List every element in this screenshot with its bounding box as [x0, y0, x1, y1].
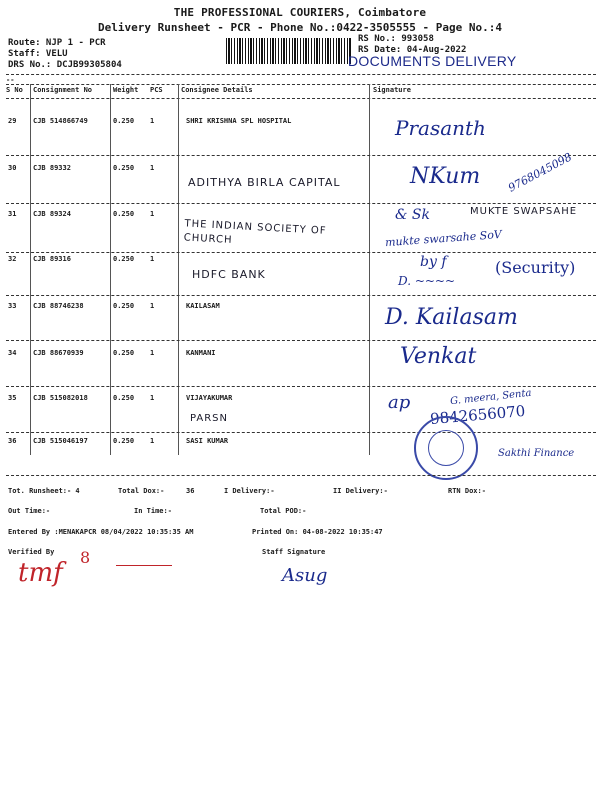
row-sno: 31: [8, 210, 17, 218]
entered-by: Entered By :MENAKAPCR 08/04/2022 10:35:35 AM: [8, 528, 194, 536]
row-sno: 34: [8, 349, 17, 357]
rs-date: RS Date: 04-Aug-2022: [358, 45, 467, 55]
row-divider: [6, 155, 596, 156]
handwritten-consignee: ADITHYA BIRLA CAPITAL: [188, 176, 341, 189]
row-weight: 0.250: [113, 349, 135, 357]
signature-initials: & Sk: [395, 207, 430, 223]
handwritten-name: G. meera, Senta: [449, 387, 532, 408]
column-rule: [110, 84, 111, 455]
row-consignee: VIJAYAKUMAR: [186, 394, 233, 402]
row-pcs: 1: [150, 117, 155, 125]
row-pcs: 1: [150, 437, 155, 445]
row-consignee: SASI KUMAR: [186, 437, 229, 445]
handwritten-signature: D. Kailasam: [385, 305, 518, 330]
divider: [6, 74, 596, 75]
handwritten-consignee: PARSN: [190, 413, 229, 424]
handwritten-signature: Venkat: [400, 344, 477, 369]
company-seal-icon: [414, 416, 478, 480]
row-sno: 29: [8, 117, 17, 125]
row-pcs: 1: [150, 394, 155, 402]
row-consignment: CJB 88670939: [33, 349, 84, 357]
row-pcs: 1: [150, 164, 155, 172]
total-dox-value: 36: [186, 487, 195, 495]
row-consignee: KANMANI: [186, 349, 216, 357]
row-weight: 0.250: [113, 255, 135, 263]
row-consignment: CJB 89324: [33, 210, 71, 218]
row-consignment: CJB 515046197: [33, 437, 88, 445]
row-consignment: CJB 88746238: [33, 302, 84, 310]
dashes-marker: --: [6, 76, 15, 84]
handwritten-signature-line: mukte swarsahe SoV: [384, 227, 503, 250]
row-consignment: CJB 89316: [33, 255, 71, 263]
row-divider: [6, 340, 596, 341]
handwritten-signature: MUKTE SWAPSAHE: [470, 206, 578, 217]
row-pcs: 1: [150, 255, 155, 263]
i-delivery: I Delivery:-: [224, 487, 275, 495]
row-sno: 32: [8, 255, 17, 263]
row-pcs: 1: [150, 302, 155, 310]
in-time: In Time:-: [134, 507, 172, 515]
row-weight: 0.250: [113, 437, 135, 445]
row-sno: 30: [8, 164, 17, 172]
row-weight: 0.250: [113, 394, 135, 402]
handwritten-phone: 9842656070: [429, 401, 527, 429]
row-pcs: 1: [150, 349, 155, 357]
row-sno: 36: [8, 437, 17, 445]
route-label: Route: NJP 1 - PCR: [8, 38, 106, 48]
row-divider: [6, 252, 596, 253]
verified-by: Verified By: [8, 548, 55, 556]
row-divider: [6, 203, 596, 204]
col-weight: Weight: [113, 86, 139, 94]
drs-number: DRS No.: DCJB99305804: [8, 60, 122, 70]
handwritten-signature: NKum: [410, 164, 481, 189]
row-divider: [6, 295, 596, 296]
handwritten-consignee: HDFC BANK: [192, 268, 266, 281]
row-sno: 35: [8, 394, 17, 402]
runsheet-subtitle: Delivery Runsheet - PCR - Phone No.:0422-3505555 - Page No.:4: [98, 21, 502, 34]
documents-delivery-stamp: DOCUMENTS DELIVERY: [348, 53, 517, 69]
row-divider: [6, 475, 596, 476]
handwritten-signature: Prasanth: [395, 116, 486, 140]
row-weight: 0.250: [113, 302, 135, 310]
rs-number: RS No.: 993058: [358, 34, 434, 44]
column-rule: [369, 84, 370, 455]
verified-number: 8: [80, 548, 91, 567]
tot-runsheet: Tot. Runsheet:- 4: [8, 487, 80, 495]
red-underline: [116, 565, 172, 566]
row-pcs: 1: [150, 210, 155, 218]
row-weight: 0.250: [113, 164, 135, 172]
handwritten-signature: Sakthi Finance: [498, 448, 575, 459]
column-rule: [30, 84, 31, 455]
out-time: Out Time:-: [8, 507, 51, 515]
divider: [6, 84, 596, 85]
col-consignment: Consignment No: [33, 86, 93, 94]
signature-scribble: by f: [420, 254, 447, 270]
ii-delivery: II Delivery:-: [333, 487, 388, 495]
col-pcs: PCS: [150, 86, 163, 94]
divider: [6, 98, 596, 99]
company-title: THE PROFESSIONAL COURIERS, Coimbatore: [173, 6, 427, 19]
printed-on: Printed On: 04-08-2022 10:35:47: [252, 528, 383, 536]
row-consignment: CJB 89332: [33, 164, 71, 172]
staff-label: Staff: VELU: [8, 49, 68, 59]
handwritten-consignee: THE INDIAN SOCIETY OF CHURCH: [183, 218, 327, 246]
row-divider: [6, 386, 596, 387]
row-consignment: CJB 514866749: [33, 117, 88, 125]
col-signature: Signature: [373, 86, 411, 94]
signature-scribble: D. ~~~~: [398, 274, 456, 288]
signature-scribble: ap: [388, 392, 411, 413]
row-consignee: SHRI KRISHNA SPL HOSPITAL: [186, 117, 292, 125]
staff-signature-label: Staff Signature: [262, 548, 326, 556]
row-divider: [6, 432, 596, 433]
barcode-icon: [226, 38, 352, 64]
col-sno: S No: [6, 86, 23, 94]
verifier-signature: tmf: [18, 558, 63, 588]
column-rule: [178, 84, 179, 455]
total-dox-label: Total Dox:-: [118, 487, 165, 495]
row-weight: 0.250: [113, 117, 135, 125]
handwritten-signature: (Security): [495, 258, 576, 277]
row-consignment: CJB 515082018: [33, 394, 88, 402]
row-consignee: KAILASAM: [186, 302, 220, 310]
handwritten-number: 9768045098: [506, 150, 574, 195]
total-pod: Total POD:-: [260, 507, 307, 515]
rtn-dox: RTN Dox:-: [448, 487, 486, 495]
row-sno: 33: [8, 302, 17, 310]
row-weight: 0.250: [113, 210, 135, 218]
col-consignee: Consignee Details: [181, 86, 253, 94]
staff-signature: Asug: [282, 565, 328, 586]
